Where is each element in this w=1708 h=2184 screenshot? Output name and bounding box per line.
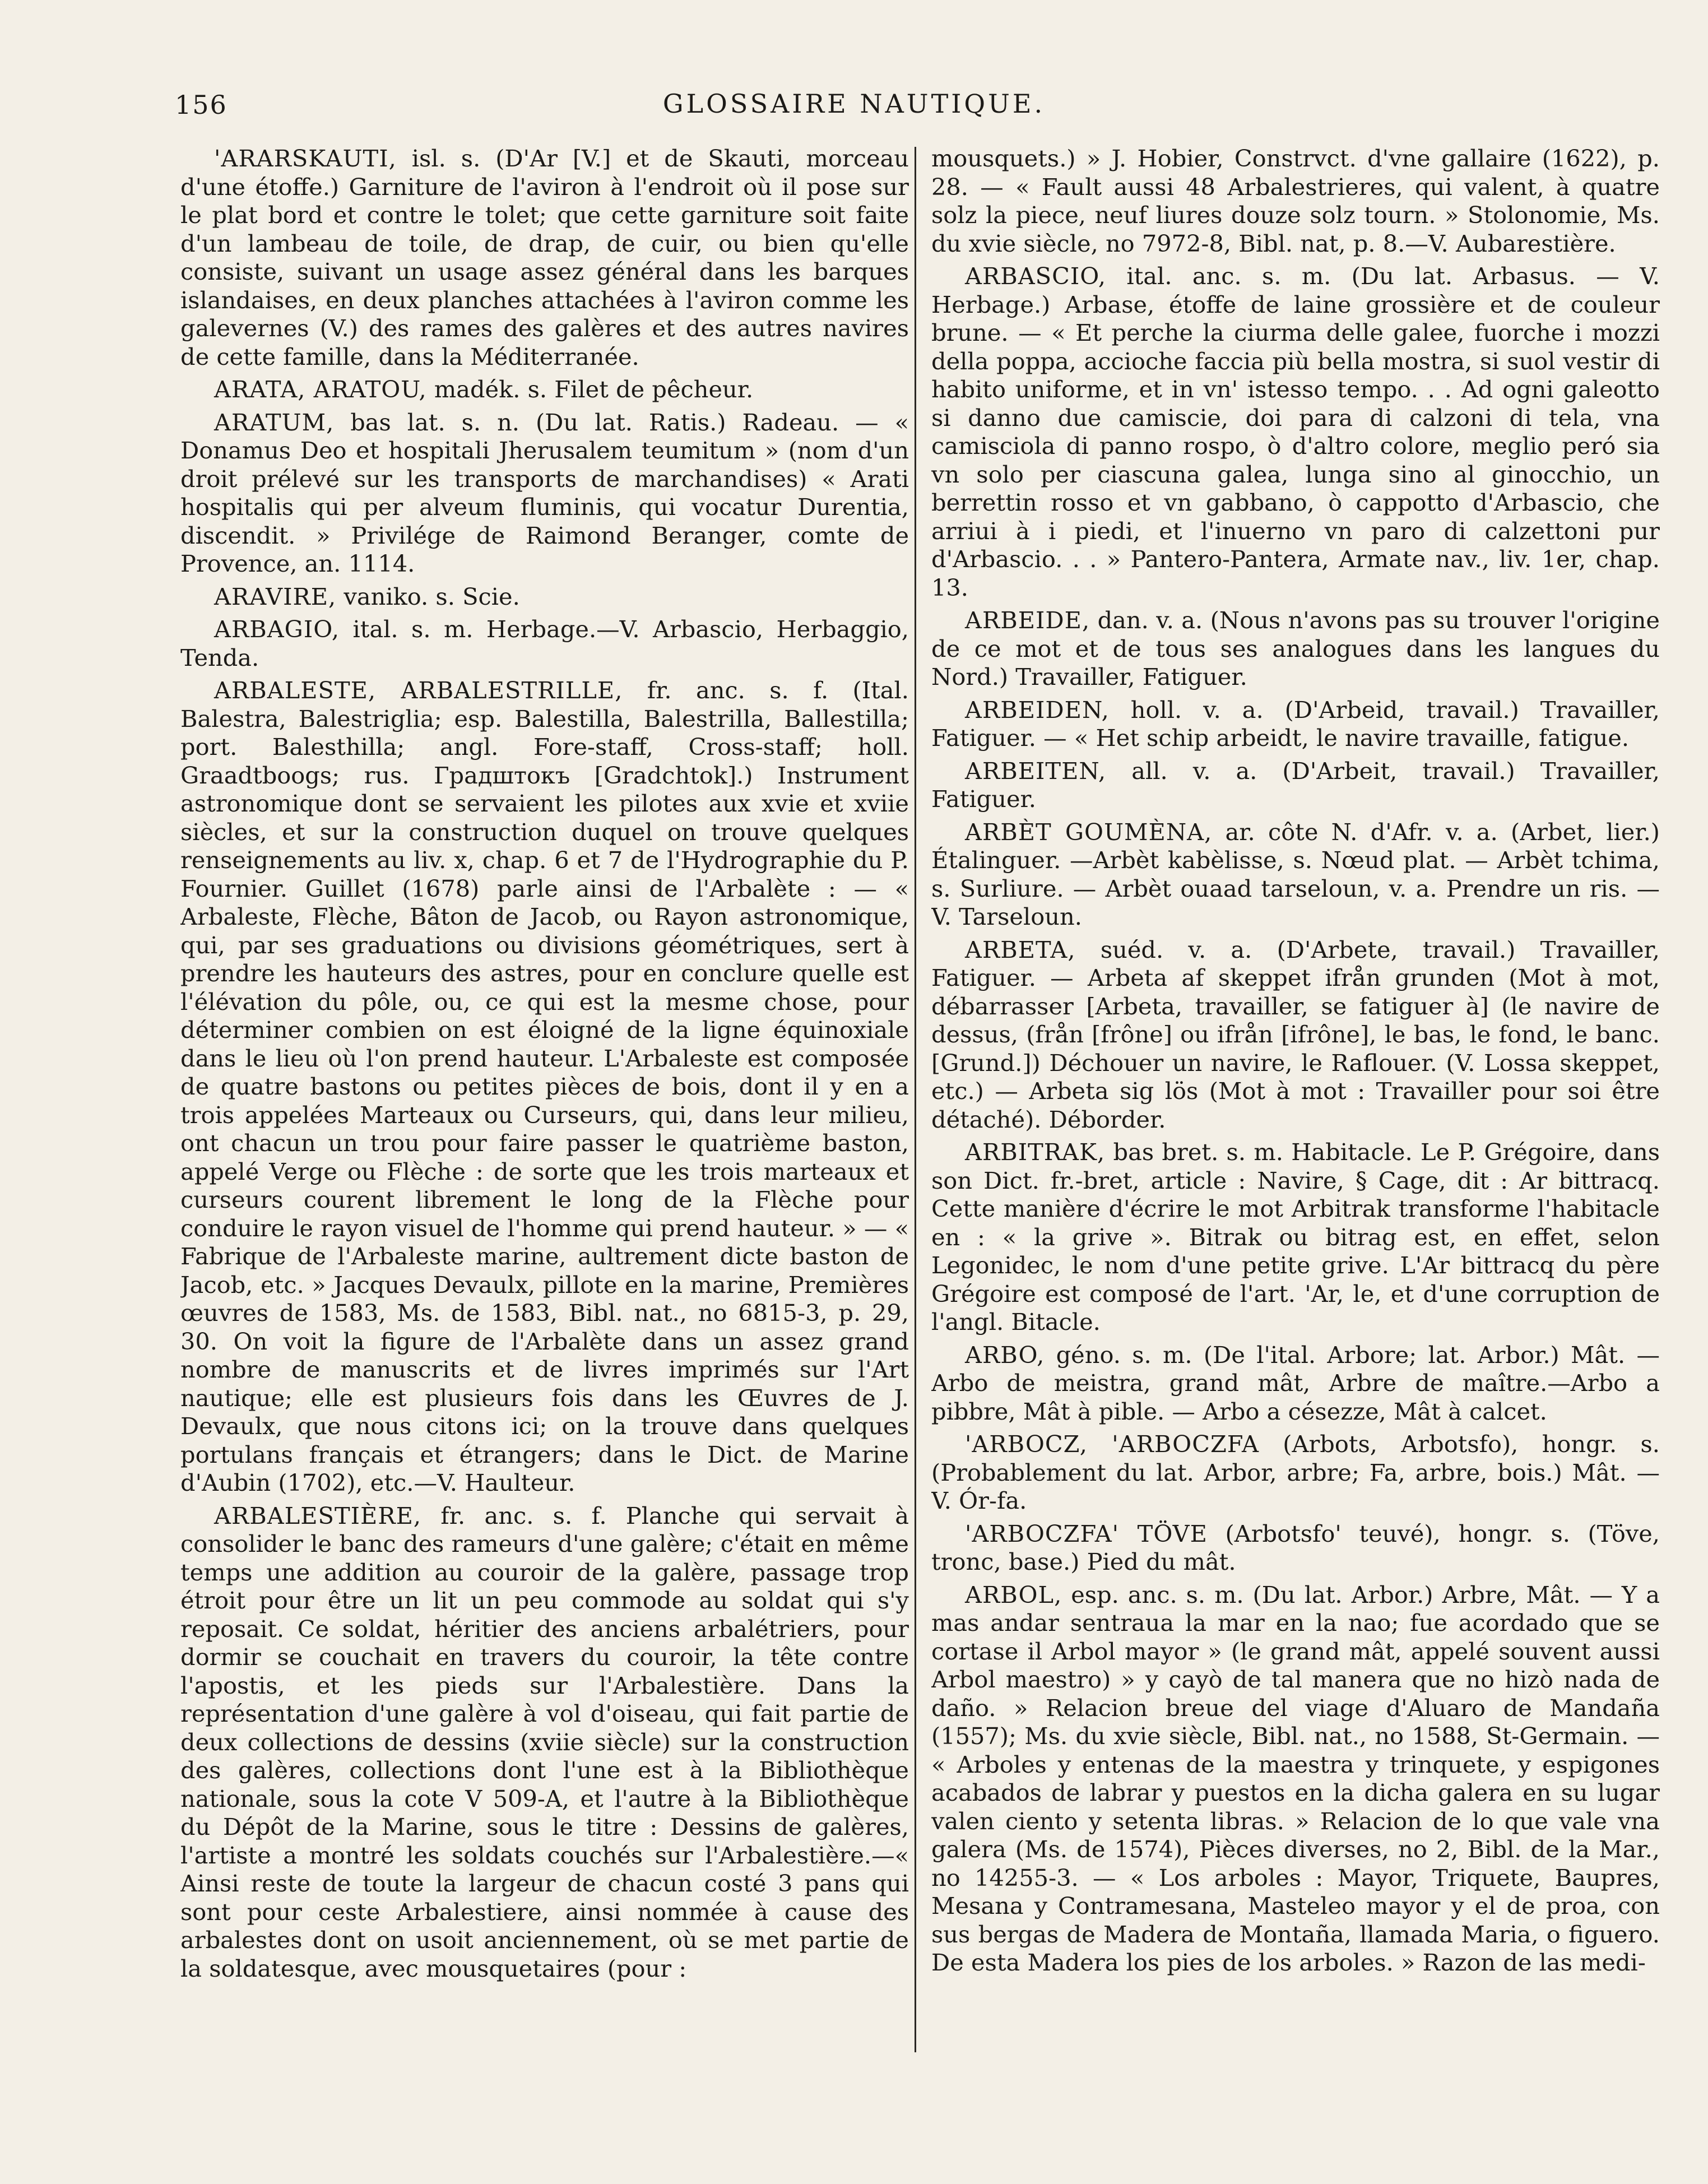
entry [931, 757, 1660, 814]
entry [931, 1581, 1660, 1977]
definition: ital. anc. s. m. (Du lat. Arbasus. — V. Herbage.) Arbase, étoffe de laine grossière et de couleur brune. — « Et perche la ciurma delle galee, fuorche i mozzi della poppa, accioche faccia più bella mostra, si suol vestir di habito uniforme, et in vn' istesso tempo. . . Ad ogni galeotto si danno due camiscie, doi para di calzoni di tela, vna camisciola di panno rospo, ò d'altro colore, meglio peró sia vn solo per ciascuna galea, lunga sino al ginocchio, un berrettin rosso et vn gabbano, ò cappotto d'Arbascio, che arriui à i piedi, et l'inuerno vn paro di calzettoni pur d'Arbascio. . . » Pantero-Pantera, Armate nav., liv. 1er, chap. 13. [931, 262, 1660, 601]
definition: (Arbots, Arbotsfo), hongr. s. (Probablement du lat. Arbor, arbre; Fa, arbre, bois.) Mât. — V. Ór-fa. [931, 1430, 1660, 1514]
entry [931, 1341, 1660, 1426]
entry [931, 696, 1660, 753]
entry-continuation [931, 145, 1660, 258]
entry [931, 262, 1660, 602]
headword: ARBEITEN, [965, 757, 1107, 785]
definition: vaniko. s. Scie. [344, 582, 520, 610]
entry [931, 1520, 1660, 1576]
definition: (Arbotsfo' teuvé), hongr. s. (Tövе, tronc, base.) Pied du mât. [931, 1519, 1660, 1575]
definition: dan. v. a. (Nous n'avons pas su trouver l'origine de ce mot et de tous ses analogues dans les langues du Nord.) Travailler, Fatiguer. [931, 606, 1660, 690]
headword: 'ARBOCZ, 'ARBOCZFA [965, 1430, 1259, 1458]
definition: fr. anc. s. f. Planche qui servait à consolider le banc des rameurs d'une galère; c'était en même temps une addition au couroir de la galère, passage trop étroit pour être un lit un peu commode au soldat qui s'y reposait. Ce soldat, héritier des anciens arbalétriers, pour dormir se couchait en travers du couroir, la tête contre l'apostis, et les pieds sur l'Arbalestière. Dans la représentation d'une galère à vol d'oiseau, qui fait partie de deux collections de dessins (xviie siècle) sur la construction des galères, collections dont l'une est à la Bibliothèque nationale, sous la cote V 509-A, et l'autre à la Bibliothèque du Dépôt de la Marine, sous le titre : Dessins de galères, l'artiste a montré les soldats couchés sur l'Arbalestière.—« Ainsi reste de toute la largeur de chacun costé 3 pans qui sont pour ceste Arbalestiere, ainsi nommée à cause des arbalestes dont on usoit anciennement, où se met partie de la soldatesque, avec mousquetaires (pour : [180, 1501, 909, 1982]
headword: ARBITRAK, [965, 1138, 1106, 1166]
entry [931, 1138, 1660, 1337]
entry [180, 409, 909, 578]
entry [180, 375, 909, 404]
headword: ARBEIDEN, [965, 695, 1110, 724]
entry [180, 1502, 909, 1983]
headword: ARATUM, [214, 408, 335, 436]
entry [931, 1430, 1660, 1515]
definition: suéd. v. a. (D'Arbete, travail.) Travailler, Fatiguer. — Arbeta af skeppet ifrån grunden (Mot à mot, débarrasser [Arbeta, travailler, se fatiguer à] (le navire de dessus, (från [frône] ou ifrån [ifrône], le bas, le fond, le banc. [Grund.]) Déchouer un navire, le Raflouer. (V. Lossa skeppet, etc.) — Arbeta sig lös (Mot à mot : Travailler pour soi être détaché). Déborder. [931, 935, 1660, 1133]
definition: esp. anc. s. m. (Du lat. Arbor.) Arbre, Mât. — Y a mas andar sentraua la mar en la nao; fue acordado que se cortase il Arbol mayor » (le grand mât, appelé souvent aussi Arbol maestro) » y cayò de tal manera que no hizò nada de daño. » Relacion breue del viage d'Aluaro de Mandaña (1557); Ms. du xvie siècle, Bibl. nat., no 1588, St-Germain. — « Arboles y entenas de la maestra y trinquete, y espigones acabados de labrar y puestos en la dicha galera en su lugar valen ciento y setenta libras. » Relacion de lo que vale vna galera (Ms. de 1574), Pièces diverses, no 2, Bibl. de la Mar., no 14255-3. — « Los arboles : Mayor, Triquete, Baupres, Mesana y Contramesana, Masteleo mayor y el de proa, con sus bergas de Madera de Montaña, llamada Maria, o figuero. De esta Madera los pies de los arboles. » Razon de las medi- [931, 1580, 1660, 1976]
definition: holl. v. a. (D'Arbeid, travail.) Travailler, Fatiguer. — « Het schip arbeidt, le navire travaille, fatigue. [931, 695, 1660, 752]
headword: 'ARARSKAUTI, [214, 145, 397, 172]
headword: ARBASCIO, [965, 262, 1107, 290]
definition: fr. anc. s. f. (Ital. Balestra, Balestriglia; esp. Balestilla, Balestrilla, Ballestilla; port. Balesthilla; angl. Fore-staff, Cross-staff; holl. Graadtboogs; rus. Градштокъ [Gradchtok].) Instrument astronomique dont se servaient les pilotes aux xvie et xviie siècles, et sur la construction duquel on trouve quelques renseignements au liv. x, chap. 6 et 7 de l'Hydrographie du P. Fournier. Guillet (1678) parle ainsi de l'Arbalète : — « Arbaleste, Flèche, Bâton de Jacob, ou Rayon astronomique, qui, par ses graduations ou divisions géométriques, sert à prendre les hauteurs des astres, pour en conclure quelle est l'élévation du pôle, ou, ce qui est la mesme chose, pour déterminer combien on est éloigné de la ligne équinoxiale dans le lieu où l'on prend hauteur. L'Arbaleste est composée de quatre bastons ou petites pièces de bois, dont il y en a trois appelées Marteaux ou Curseurs, qui, dans leur milieu, ont chacun un trou pour faire passer le quatrième baston, appelé Verge ou Flèche : de sorte que les trois marteaux et curseurs courent librement le long de la Flèche pour conduire le rayon visuel de l'homme qui prend hauteur. » — « Fabrique de l'Arbaleste marine, aultrement dicte baston de Jacob, etc. » Jacques Devaulx, pillote en la marine, Premières œuvres de 1583, Ms. de 1583, Bibl. nat., no 6815-3, p. 29, 30. On voit la figure de l'Arbalète dans un assez grand nombre de manuscrits et de livres imprimés sur l'Art nautique; elle est plusieurs fois dans les Œuvres de J. Devaulx, que nous citons ici; on la trouve dans quelques portulans français et étrangers; dans le Dict. de Marine d'Aubin (1702), etc.—V. Haulteur. [180, 676, 909, 1496]
definition: all. v. a. (D'Arbeit, travail.) Travailler, Fatiguer. [931, 757, 1660, 813]
headword: ARBEIDE, [965, 606, 1090, 634]
definition: bas bret. s. m. Habitacle. Le P. Grégoire, dans son Dict. fr.-bret, article : Navire, § Cage, dit : Ar bittracq. Cette manière d'écrire le mot Arbitrak transforme l'habitacle en : « la grive ». Bitrak ou bitrag est, en effet, selon Legonidec, le nom d'une petite grive. L'Ar bittracq du père Grégoire est composé de l'art. 'Ar, le, et d'une corruption de l'angl. Bitacle. [931, 1138, 1660, 1336]
entry [180, 583, 909, 611]
page-number: 156 [175, 90, 228, 120]
headword: ARATA, ARATOU, [214, 375, 427, 403]
headword: ARBALESTE, ARBALESTRILLE, [214, 676, 623, 704]
headword: ARAVIRE, [214, 582, 337, 610]
headword: ARBETA, [965, 935, 1076, 963]
entry [931, 818, 1660, 931]
running-title: GLOSSAIRE NAUTIQUE. [662, 89, 1046, 119]
headword: ARBO, [965, 1341, 1045, 1369]
definition: isl. s. (D'Ar [V.] et de Skauti, morceau d'une étoffe.) Garniture de l'aviron à l'endroit où il pose sur le plat bord et contre le tolet; que cette garniture soit faite d'un lambeau de toile, de drap, de cuir, ou bien qu'elle consiste, suivant un usage assez général dans les barques islandaises, en deux planches attachées à l'aviron comme les galevernes (V.) des rames des galères et des autres navires de cette famille, dans la Méditerranée. [180, 145, 909, 370]
headword: ARBOL, [965, 1580, 1062, 1608]
definition: madék. s. Filet de pêcheur. [434, 375, 754, 403]
definition: géno. s. m. (De l'ital. Arbore; lat. Arbor.) Mât. — Arbo de meistra, grand mât, Arbre de maître.—Arbo a pibbre, Mât à pible. — Arbo a césezze, Mât à calcet. [931, 1341, 1660, 1425]
definition: ar. côte N. d'Afr. v. a. (Arbet, lier.) Étalinguer. —Arbèt kabèlisse, s. Nœud plat. — Arbèt tchima, s. Surliure. — Arbèt ouaad tarseloun, v. a. Prendre un ris. — V. Tarseloun. [931, 818, 1660, 930]
headword: ARBALESTIÈRE, [214, 1501, 422, 1529]
definition: ital. s. m. Herbage.—V. Arbascio, Herbaggio, Tenda. [180, 615, 909, 671]
definition: mousquets.) » J. Hobier, Constrvct. d'vne gallaire (1622), p. 28. — « Fault aussi 48 Arbalestrieres, qui valent, à quatre solz la piece, neuf liures douze solz tourn. » Stolonomie, Ms. du xvie siècle, no 7972-8, Bibl. nat, p. 8.—V. Aubarestière. [931, 145, 1660, 257]
headword: 'ARBOCZFA' TÖVE [965, 1519, 1208, 1547]
definition: bas lat. s. n. (Du lat. Ratis.) Radeau. — « Donamus Deo et hospitali Jherusalem teumitum » (nom d'un droit prélevé sur les transports de marchandises) « Arati hospitalis qui per alveum fluminis, qui vocatur Durentia, discendit. » Privilége de Raimond Beranger, comte de Provence, an. 1114. [180, 408, 909, 577]
entry [180, 145, 909, 371]
headword: ARBÈT GOUMÈNA, [965, 818, 1213, 846]
headword: ARBAGIO, [214, 615, 340, 643]
entry [180, 676, 909, 1497]
entry [931, 606, 1660, 692]
entry [180, 615, 909, 672]
left-column [180, 145, 909, 2050]
entry [931, 936, 1660, 1134]
column-rule [915, 147, 916, 2052]
right-column [931, 145, 1660, 2050]
